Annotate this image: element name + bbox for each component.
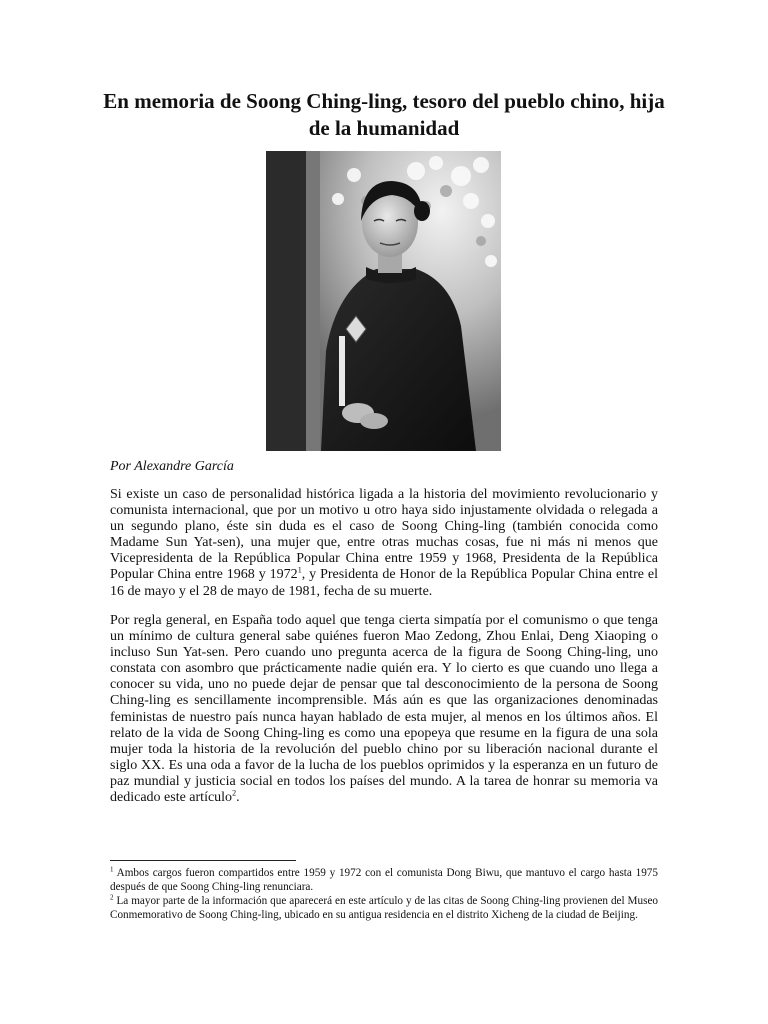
- document-title: En memoria de Soong Ching-ling, tesoro del pueblo chino, hija de la humanidad: [103, 89, 665, 140]
- footnote-divider: [110, 860, 296, 861]
- paragraph-1-text-end: , y Presidenta de Honor de la República Popular China entre el 16 de mayo y el 28 de mayo de 1981, fecha de su muerte.: [110, 567, 658, 599]
- footnote-1-text: Ambos cargos fueron compartidos entre 1959 y 1972 con el comunista Dong Biwu, que mantuvo el cargo hasta 1975 después de que Soong Ching-ling renunciara.: [110, 867, 658, 893]
- author-byline: Por Alexandre García: [110, 459, 234, 474]
- paragraph-2-text: Por regla general, en España todo aquel que tenga cierta simpatía por el comunismo o que tenga un mínimo de cultura general sabe quiénes fueron Mao Zedong, Zhou Enlai, Deng Xiaoping o incluso Sun Yat-sen. Pero cuando uno pregunta acerca de la figura de Soong Ching-ling, uno constata con asombro que prácticamente nadie quién era. Y lo cierto es que cuando uno llega a conocer su vida, uno no puede dejar de pensar que tal desconocimiento de la persona de Soong Ching-ling es sencillamente incomprensible. Más aún es que las organizaciones denominadas feministas de nuestro país nunca hayan hablado de esta mujer, al menos en los últimos años. El relato de la vida de Soong Ching-ling es como una epopeya que resume en la figura de una sola mujer toda la historia de la revolución del pueblo chino por su liberación nacional durante el siglo XX. Es una oda a favor de la lucha de los pueblos oprimidos y la esperanza en un futuro de paz mundial y justicia social en todos los países del mundo. A la tarea de honrar su memoria va dedicado este artículo: [110, 613, 658, 806]
- footnote-2-number: 2: [110, 893, 114, 902]
- paragraph-2-text-end: .: [236, 790, 240, 806]
- footnote-ref-1[interactable]: 1: [297, 565, 302, 575]
- paragraph-1-text: Si existe un caso de personalidad histórica ligada a la historia del movimiento revolucionario y comunista internacional, que por un motivo u otro haya sido injustamente olvidada o relegada a un segundo plano, éste sin duda es el caso de Soong Ching-ling (también conocida como Madame Sun Yat-sen), una mujer que, entre otras muchas cosas, fue ni más ni menos que Vicepresidenta de la República Popular China entre 1959 y 1968, Presidenta de la República Popular China entre 1968 y 1972: [110, 487, 658, 583]
- footnote-1: [110, 866, 658, 894]
- footnote-ref-2[interactable]: 2: [232, 788, 237, 798]
- portrait-photo: [266, 151, 501, 451]
- paragraph-1: [110, 487, 658, 600]
- footnote-2-text: La mayor parte de la información que aparecerá en este artículo y de las citas de Soong Ching-ling provienen del Museo Conmemorativo de Soong Ching-ling, ubicado en su antigua residencia en el distrito Xicheng de la ciudad de Beijing.: [110, 895, 659, 921]
- paragraph-2: [110, 613, 658, 806]
- footnote-1-number: 1: [110, 865, 114, 874]
- footnote-2: [110, 894, 658, 922]
